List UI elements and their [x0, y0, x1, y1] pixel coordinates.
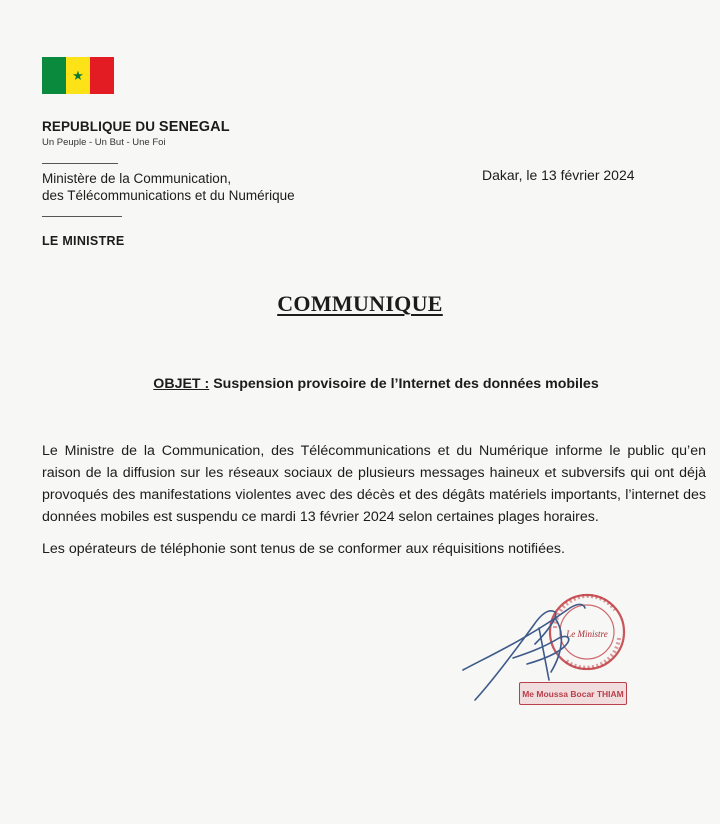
signatory-name-stamp: Me Moussa Bocar THIAM — [519, 682, 627, 705]
subject-text: Suspension provisoire de l’Internet des données mobiles — [213, 376, 599, 392]
header-divider-top — [42, 163, 118, 164]
document-title — [0, 291, 720, 317]
ministry-name — [42, 170, 295, 204]
republic-heading — [42, 119, 230, 135]
subject-line — [0, 376, 720, 392]
ministry-line-2: des Télécommunications et du Numérique — [42, 188, 295, 203]
signatory-title: LE MINISTRE — [42, 234, 125, 248]
subject-label: OBJET : — [153, 376, 210, 392]
document-title-text: COMMUNIQUE — [277, 291, 443, 316]
flag-red-band — [90, 57, 114, 94]
date-line: Dakar, le 13 février 2024 — [482, 167, 635, 183]
body-paragraph-2: Les opérateurs de téléphonie sont tenus de se conformer aux réquisitions notifiées. — [42, 541, 565, 557]
senegal-flag-icon — [42, 57, 114, 94]
country-name: SENEGAL — [158, 119, 230, 135]
header-divider-bottom — [42, 216, 122, 217]
flag-green-band — [42, 57, 66, 94]
flag-yellow-band — [66, 57, 90, 94]
stamp-text: Le Ministre — [566, 629, 608, 639]
republic-label: REPUBLIQUE DU — [42, 119, 156, 134]
national-motto: Un Peuple - Un But - Une Foi — [42, 137, 166, 148]
communique-body — [42, 440, 706, 560]
flag-star-icon: ★ — [72, 68, 84, 83]
ministry-line-1: Ministère de la Communication, — [42, 171, 232, 186]
body-paragraph-1: Le Ministre de la Communication, des Télécommunications et du Numérique informe le public qu’en raison de la diffusion sur les réseaux sociaux de plusieurs messages haineux et subversifs qui ont déjà provoqués des manifestations violentes avec des décès et des dégâts matériels importants, l’internet des données mobiles est suspendu ce mardi 13 février 2024 selon certaines plages horaires. — [42, 443, 706, 525]
